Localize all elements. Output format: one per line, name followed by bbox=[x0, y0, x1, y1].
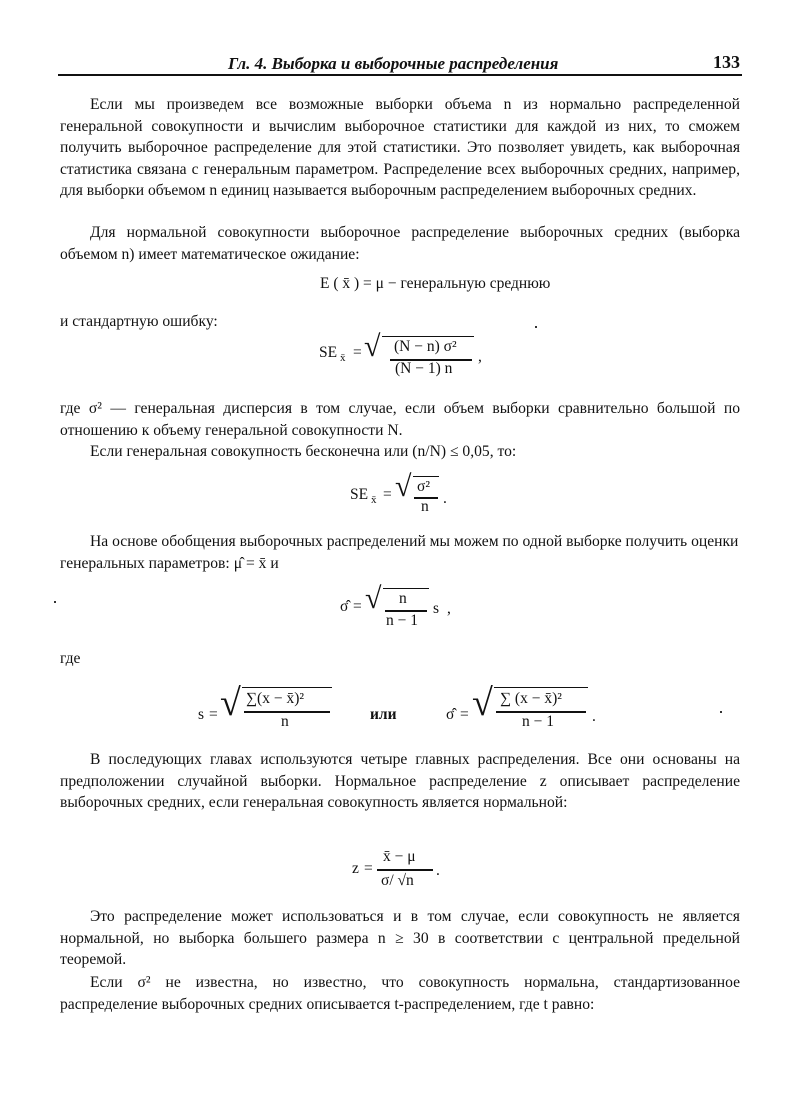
paragraph-t-distribution: Если σ² не известна, но известно, что совокупность нормальна, стандартизованное распределение выборочных средних описывается t-распределением, где t равно: bbox=[60, 974, 740, 1013]
chapter-title: Гл. 4. Выборка и выборочные распределения bbox=[228, 54, 559, 73]
se-label: SE bbox=[319, 344, 338, 361]
se2-denominator: n bbox=[421, 498, 429, 515]
paragraph-infinite-population: Если генеральная совокупность бесконечна или (n/N) ≤ 0,05, то: bbox=[90, 443, 517, 460]
formula-expectation: E ( x̄ ) = μ − генеральную среднюю bbox=[320, 275, 551, 292]
header-rule bbox=[58, 74, 742, 76]
paragraph-variance-note: где σ² — генеральная дисперсия в том случае, если объем выборки сравнительно большой по отношению к объему генеральной совокупности N. bbox=[60, 400, 740, 439]
paragraph-clt: Это распределение может использоваться и в том случае, если совокупность не является нормальной, но выборка большего размера n ≥ 30 в соответствии с центральной предельной теоремой. bbox=[60, 908, 740, 968]
paragraph-estimates: На основе обобщения выборочных распределений мы можем по одной выборке получить оценки генеральных параметров: μ̂ = x̄ и bbox=[60, 533, 739, 572]
se2-numerator: σ² bbox=[417, 478, 431, 495]
paragraph-where: где bbox=[60, 650, 81, 667]
sqrt-symbol: √ bbox=[364, 330, 381, 363]
running-header bbox=[58, 52, 742, 76]
paragraph-expectation-intro: Для нормальной совокупности выборочное распределение выборочных средних (выборка объемом n) имеет математическое ожидание: bbox=[60, 224, 740, 263]
se-subscript: x̄ bbox=[340, 352, 346, 364]
se-numerator: (N − n) σ² bbox=[394, 338, 457, 355]
paragraph-standard-error-intro: и стандартную ошибку: bbox=[60, 313, 218, 330]
or-word: или bbox=[370, 706, 397, 723]
paragraph-distributions: В последующих главах используются четыре главных распределения. Все они основаны на предположении случайной выборки. Нормальное распределение z описывает распределение выборочных средних, если генеральная совокупность является нормальной: bbox=[60, 751, 740, 811]
mu-estimate: μ̂ = x̄ и bbox=[233, 554, 279, 572]
se-denominator: (N − 1) n bbox=[395, 360, 453, 377]
page-number: 133 bbox=[713, 52, 740, 72]
paragraph-sampling-intro: Если мы произведем все возможные выборки объема n из нормально распределенной генеральной совокупности и вычислим выборочное статистики для каждой из них, то сможем получить выборочное распределение для этой статистики. Это позволяет увидеть, как выборочная статистика связана с генеральным параметром. Распределение всех выборочных средних, например, для выборки объемом n единиц называется выборочным распределением выборочных средних. bbox=[60, 96, 740, 199]
